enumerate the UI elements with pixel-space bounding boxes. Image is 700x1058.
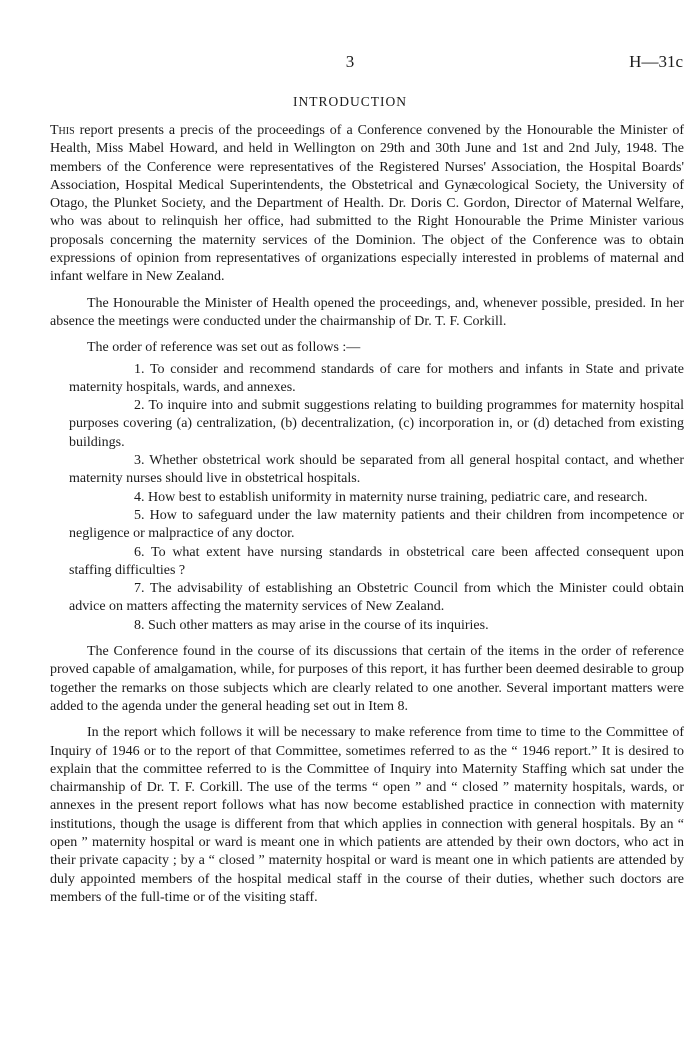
list-item: 2. To inquire into and submit suggestions relating to building programmes for maternity hospital purposes covering (a) centralization, (b) decentralization, (c) incorporation in, or (d) detached from existing buildings. [69, 398, 684, 450]
list-item: 8. Such other matters as may arise in the course of its inquiries. [134, 617, 489, 633]
order-of-reference-list [50, 361, 684, 635]
list-item: 6. To what extent have nursing standards in obstetrical care been affected consequent upon staffing difficulties ? [69, 544, 684, 578]
minister-paragraph: The Honourable the Minister of Health opened the proceedings, and, whenever possible, presided. In her absence the meetings were conducted under the chairmanship of Dr. T. F. Corkill. [50, 295, 684, 329]
intro-lead-word: This [50, 123, 75, 138]
document-reference: H—31c [629, 52, 683, 71]
conference-paragraph: The Conference found in the course of its discussions that certain of the items in the order of reference proved capable of amalgamation, while, for purposes of this report, it has further been deemed desirable to group together the remarks on those subjects which are clearly related to one another. Several important matters were added to the agenda under the general heading set out in Item 8. [50, 644, 684, 714]
report-paragraph: In the report which follows it will be necessary to make reference from time to time to the Committee of Inquiry of 1946 or to the report of that Committee, sometimes referred to as the “ 1946 report.” It is desired to explain that the committee referred to is the Committee of Inquiry into Maternity Staffing which sat under the chairmanship of Dr. T. F. Corkill. The use of the terms “ open ” and “ closed ” maternity hospitals, wards, or annexes in the present report follows what has now become established practice in connection with maternity institutions, though the usage is different from that which applies in connection with general hospitals. By an “ open ” maternity hospital or ward is meant one in which patients are attended by their own doctors, who act in their private capacity ; by a “ closed ” maternity hospital or ward is meant one in which patients are attended by duly appointed members of the hospital medical staff in the course of their duties, whether such doctors are members of the full-time or of the visiting staff. [50, 725, 684, 905]
body-text [50, 122, 684, 907]
order-of-reference-intro: The order of reference was set out as follows :— [87, 340, 361, 356]
list-item: 4. How best to establish uniformity in maternity nurse training, pediatric care, and research. [134, 489, 648, 505]
list-item: 5. How to safeguard under the law maternity patients and their children from incompetence or negligence or malpractice of any doctor. [69, 507, 684, 542]
intro-paragraph [50, 122, 684, 287]
page-number: 3 [345, 52, 355, 71]
list-item: 3. Whether obstetrical work should be separated from all general hospital contact, and whether maternity nurses should live in obstetrical hospitals. [69, 453, 684, 487]
list-item: 7. The advisability of establishing an Obstetric Council from which the Minister could obtain advice on matters affecting the maternity services of New Zealand. [69, 581, 684, 615]
section-heading: INTRODUCTION [293, 94, 407, 109]
list-item: 1. To consider and recommend standards of care for mothers and infants in State and private maternity hospitals, wards, and annexes. [69, 361, 684, 395]
intro-text: report presents a precis of the proceedings of a Conference convened by the Honourable the Minister of Health, Miss Mabel Howard, and held in Wellington on 29th and 30th June and 1st and 2nd July, 1948. The members of the Conference were representatives of the Registered Nurses' Association, the Hospital Boards' Association, Hospital Medical Superintendents, the Obstetrical and Gynæcological Society, the University of Otago, the Plunket Society, and the Department of Health. Dr. Doris C. Gordon, Director of Maternal Welfare, who was about to relinquish her office, had submitted to the Right Honourable the Prime Minister various proposals concerning the maternity services of the Dominion. The object of the Conference was to obtain expressions of opinion from representatives of organizations especially interested in problems of maternal and infant welfare in New Zealand. [50, 123, 684, 285]
